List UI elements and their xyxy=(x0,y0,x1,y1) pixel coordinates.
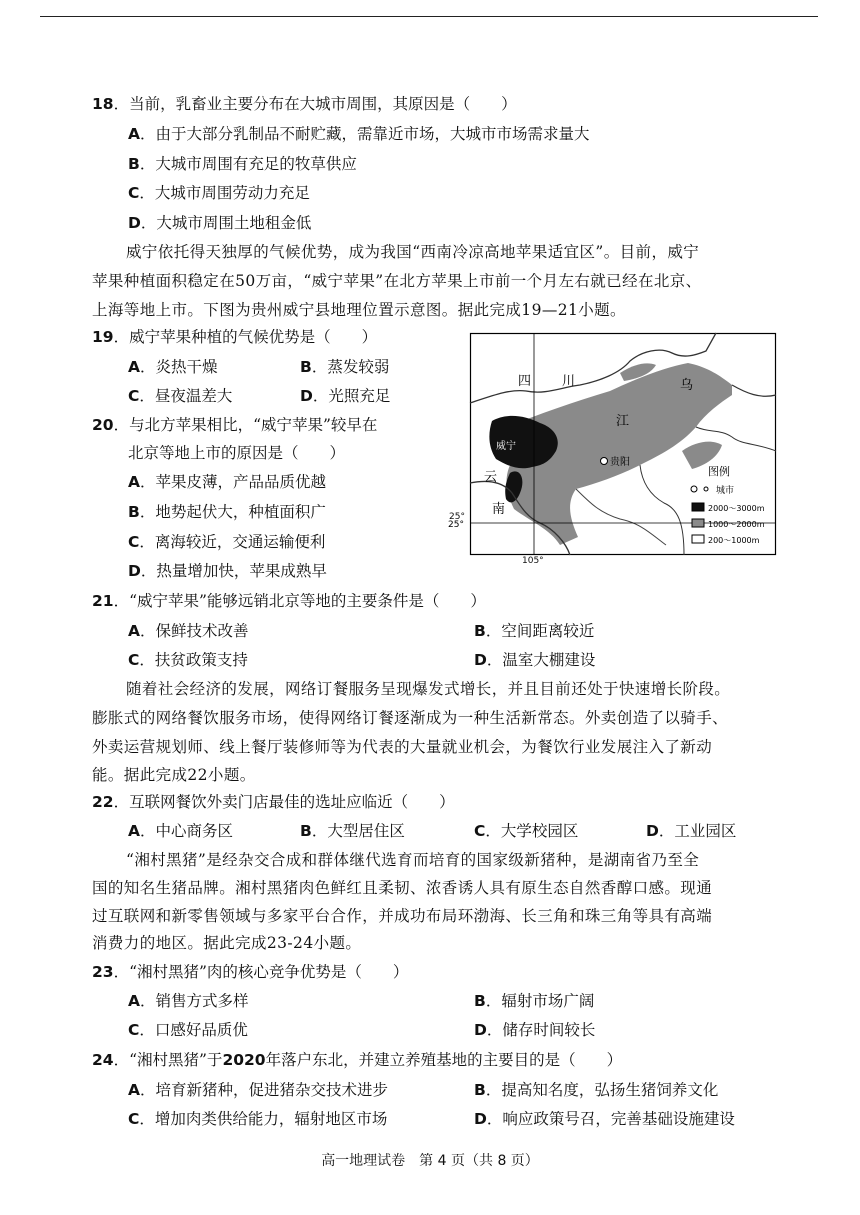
q18-option-a-text: ．由于大部分乳制品不耐贮藏，需靠近市场，大城市市场需求量大 xyxy=(140,125,590,143)
passage2-line1: 随着社会经济的发展，网络订餐服务呈现爆发式增长，并且目前还处于快速增长阶段。 xyxy=(126,680,731,698)
passage3-line4: 消费力的地区。据此完成23-24小题。 xyxy=(92,934,362,952)
q23-option-c-label: C xyxy=(128,1021,140,1039)
q19-option-d-text: ．光照充足 xyxy=(312,387,391,405)
q22-option-a[interactable] xyxy=(128,820,233,842)
map-latitude-outside-label: 25° xyxy=(449,512,465,522)
q20-option-d-label: D xyxy=(128,562,141,580)
q19-option-b[interactable] xyxy=(300,356,389,378)
q23-option-b-text: ．辐射市场广阔 xyxy=(485,992,595,1010)
q20-option-a[interactable] xyxy=(128,471,326,493)
latitude-label: 25° xyxy=(448,520,464,530)
q21-option-d[interactable] xyxy=(474,649,595,671)
q22-option-b-text: ．大型居住区 xyxy=(311,822,405,840)
q18-option-d-label: D xyxy=(128,214,141,232)
q18-option-b[interactable] xyxy=(128,153,357,175)
q23-option-d-label: D xyxy=(474,1021,487,1039)
passage2-line3: 外卖运营规划师、线上餐厅装修师等为代表的大量就业机会，为餐饮行业发展注入了新动 xyxy=(92,738,713,756)
q19-option-c-label: C xyxy=(128,387,140,405)
q24-text-pre: ．“湘村黑猪”于 xyxy=(113,1051,223,1069)
map-label-wu: 乌 xyxy=(680,378,694,393)
q21-option-a[interactable] xyxy=(128,620,249,642)
legend-title: 图例 xyxy=(708,465,730,478)
q24-text-post: 年落户东北，并建立养殖基地的主要目的是（ ） xyxy=(265,1051,623,1069)
q22-option-d-text: ．工业园区 xyxy=(658,822,737,840)
map-label-yun: 云 xyxy=(484,470,498,485)
q24-option-b-label: B xyxy=(474,1081,486,1099)
q19-option-b-text: ．蒸发较弱 xyxy=(311,358,390,376)
q23-option-a-label: A xyxy=(128,992,140,1010)
q23-option-d-text: ．储存时间较长 xyxy=(486,1021,596,1039)
q19-option-a[interactable] xyxy=(128,356,218,378)
q20-option-d-text: ．热量增加快，苹果成熟早 xyxy=(140,562,327,580)
q22-option-c[interactable] xyxy=(474,820,578,842)
q19-option-d[interactable] xyxy=(300,385,390,407)
q24-stem xyxy=(92,1049,622,1071)
legend-low-label: 200～1000m xyxy=(708,536,760,545)
q23-stem xyxy=(92,961,408,983)
map-label-sichuan-2: 川 xyxy=(562,374,576,389)
legend-city-label: 城市 xyxy=(716,486,735,496)
q18-number: 18 xyxy=(92,95,114,113)
q20-option-c[interactable] xyxy=(128,531,325,553)
legend-low-swatch xyxy=(692,535,704,543)
q22-number: 22 xyxy=(92,793,114,811)
q24-option-a-label: A xyxy=(128,1081,140,1099)
q23-option-a-text: ．销售方式多样 xyxy=(140,992,249,1010)
q20-stem xyxy=(92,414,377,436)
q21-option-d-label: D xyxy=(474,651,487,669)
legend-high-label: 2000～3000m xyxy=(708,504,765,513)
q22-option-d[interactable] xyxy=(646,820,736,842)
q22-option-a-label: A xyxy=(128,822,140,840)
q23-number: 23 xyxy=(92,963,114,981)
q21-option-c-text: ．扶贫政策支持 xyxy=(139,651,248,669)
q19-option-a-text: ．炎热干燥 xyxy=(140,358,218,376)
weining-location-map xyxy=(448,333,776,555)
q22-text: ．互联网餐饮外卖门店最佳的选址应临近（ ） xyxy=(113,793,455,811)
map-label-nan: 南 xyxy=(492,502,506,517)
q18-option-c-text: ．大城市周围劳动力充足 xyxy=(139,184,310,202)
q22-stem xyxy=(92,791,455,813)
legend-mid-label: 1000～2000m xyxy=(708,520,765,529)
q20-option-b-label: B xyxy=(128,503,140,521)
q18-option-d-text: ．大城市周围土地租金低 xyxy=(140,214,312,232)
q23-option-b-label: B xyxy=(474,992,486,1010)
q20-text-line1: ．与北方苹果相比，“威宁苹果”较早在 xyxy=(113,416,378,434)
q20-option-b[interactable] xyxy=(128,501,326,523)
q21-number: 21 xyxy=(92,592,114,610)
q24-option-b-text: ．提高知名度，弘扬生猪饲养文化 xyxy=(485,1081,719,1099)
q19-text: ．威宁苹果种植的气候优势是（ ） xyxy=(113,328,378,346)
q24-number: 24 xyxy=(92,1051,114,1069)
q24-option-c[interactable] xyxy=(128,1108,387,1130)
q20-option-c-text: ．离海较近，交通运输便利 xyxy=(139,533,326,551)
q21-text: ．“威宁苹果”能够远销北京等地的主要条件是（ ） xyxy=(113,592,486,610)
passage1-line3: 上海等地上市。下图为贵州威宁县地理位置示意图。据此完成19—21小题。 xyxy=(92,301,626,319)
passage1-line2: 苹果种植面积稳定在50万亩，“威宁苹果”在北方苹果上市前一个月左右就已经在北京、 xyxy=(92,272,702,290)
q18-option-a-label: A xyxy=(128,125,140,143)
q18-option-a[interactable] xyxy=(128,123,590,145)
q19-option-b-label: B xyxy=(300,358,312,376)
q19-option-d-label: D xyxy=(300,387,313,405)
q22-option-b[interactable] xyxy=(300,820,405,842)
passage1-line1: 威宁依托得天独厚的气候优势，成为我国“西南冷凉高地苹果适宜区”。目前，威宁 xyxy=(126,243,700,261)
legend-high-swatch xyxy=(692,503,704,511)
q19-option-a-label: A xyxy=(128,358,140,376)
map-label-guiyang: 贵阳 xyxy=(610,457,630,468)
passage3-line1: “湘村黑猪”是经杂交合成和群体继代选育而培育的国家级新猪种，是湖南省乃至全 xyxy=(126,851,700,869)
q19-option-c[interactable] xyxy=(128,385,232,407)
q23-text: ．“湘村黑猪”肉的核心竞争优势是（ ） xyxy=(113,963,409,981)
map-label-weining: 威宁 xyxy=(496,441,516,452)
q21-option-a-text: ．保鲜技术改善 xyxy=(140,622,249,640)
q18-option-c-label: C xyxy=(128,184,140,202)
page-footer: 高一地理试卷 第 4 页（共 8 页） xyxy=(321,1153,539,1169)
map-longitude-label: 105° xyxy=(522,556,544,566)
q21-option-c-label: C xyxy=(128,651,140,669)
q24-option-b[interactable] xyxy=(474,1079,718,1101)
q21-option-b[interactable] xyxy=(474,620,594,642)
q23-option-b[interactable] xyxy=(474,990,594,1012)
q20-option-a-label: A xyxy=(128,473,140,491)
q18-stem xyxy=(92,93,517,115)
q23-option-d[interactable] xyxy=(474,1019,595,1041)
q20-stem-line2: 北京等地上市的原因是（ ） xyxy=(128,444,346,462)
q22-option-c-label: C xyxy=(474,822,486,840)
q24-option-c-text: ．增加肉类供给能力，辐射地区市场 xyxy=(139,1110,388,1128)
q19-stem xyxy=(92,326,377,348)
q20-option-b-text: ．地势起伏大，种植面积广 xyxy=(139,503,326,521)
q19-option-c-text: ．昼夜温差大 xyxy=(139,387,233,405)
q18-option-c[interactable] xyxy=(128,182,310,204)
q22-option-c-text: ．大学校园区 xyxy=(485,822,579,840)
q20-option-c-label: C xyxy=(128,533,140,551)
q20-option-a-text: ．苹果皮薄，产品品质优越 xyxy=(140,473,327,491)
q23-option-a[interactable] xyxy=(128,990,249,1012)
q18-option-b-text: ．大城市周围有充足的牧草供应 xyxy=(139,155,357,173)
q24-option-d-text: ．响应政策号召，完善基础设施建设 xyxy=(486,1110,735,1128)
q23-option-c-text: ．口感好品质优 xyxy=(139,1021,248,1039)
passage3-line2: 国的知名生猪品牌。湘村黑猪肉色鲜红且柔韧、浓香诱人具有原生态自然香醇口感。现通 xyxy=(92,879,713,897)
legend-mid-swatch xyxy=(692,519,704,527)
q22-option-a-text: ．中心商务区 xyxy=(140,822,234,840)
q21-option-a-label: A xyxy=(128,622,140,640)
map-label-sichuan-1: 四 xyxy=(518,374,532,389)
q24-option-d-label: D xyxy=(474,1110,487,1128)
q21-option-b-label: B xyxy=(474,622,486,640)
legend-city-icon-small xyxy=(704,487,708,491)
q21-option-d-text: ．温室大棚建设 xyxy=(486,651,596,669)
q24-year: 2020 xyxy=(222,1051,266,1069)
q18-text: ．当前，乳畜业主要分布在大城市周围，其原因是（ ） xyxy=(113,95,517,113)
q19-number: 19 xyxy=(92,328,114,346)
q24-option-c-label: C xyxy=(128,1110,140,1128)
passage2-line4: 能。据此完成22小题。 xyxy=(92,766,256,784)
q18-option-d[interactable] xyxy=(128,212,311,234)
passage2-line2: 膨胀式的网络餐饮服务市场，使得网络订餐逐渐成为一种生活新常态。外卖创造了以骑手、 xyxy=(92,709,729,727)
passage3-line3: 过互联网和新零售领域与多家平台合作，并成功布局环渤海、长三角和珠三角等具有高端 xyxy=(92,907,713,925)
q18-option-b-label: B xyxy=(128,155,140,173)
header-rule xyxy=(40,16,818,17)
q24-option-d[interactable] xyxy=(474,1108,735,1130)
q21-stem xyxy=(92,590,486,612)
q22-option-d-label: D xyxy=(646,822,659,840)
q23-option-c[interactable] xyxy=(128,1019,248,1041)
q20-option-d[interactable] xyxy=(128,560,327,582)
q21-option-b-text: ．空间距离较近 xyxy=(485,622,595,640)
q22-option-b-label: B xyxy=(300,822,312,840)
q24-option-a-text: ．培育新猪种，促进猪杂交技术进步 xyxy=(140,1081,389,1099)
q24-option-a[interactable] xyxy=(128,1079,388,1101)
map-label-jiang: 江 xyxy=(616,414,630,429)
q20-number: 20 xyxy=(92,416,114,434)
legend-city-icon xyxy=(691,486,697,492)
q21-option-c[interactable] xyxy=(128,649,248,671)
guiyang-city-icon xyxy=(601,458,608,465)
